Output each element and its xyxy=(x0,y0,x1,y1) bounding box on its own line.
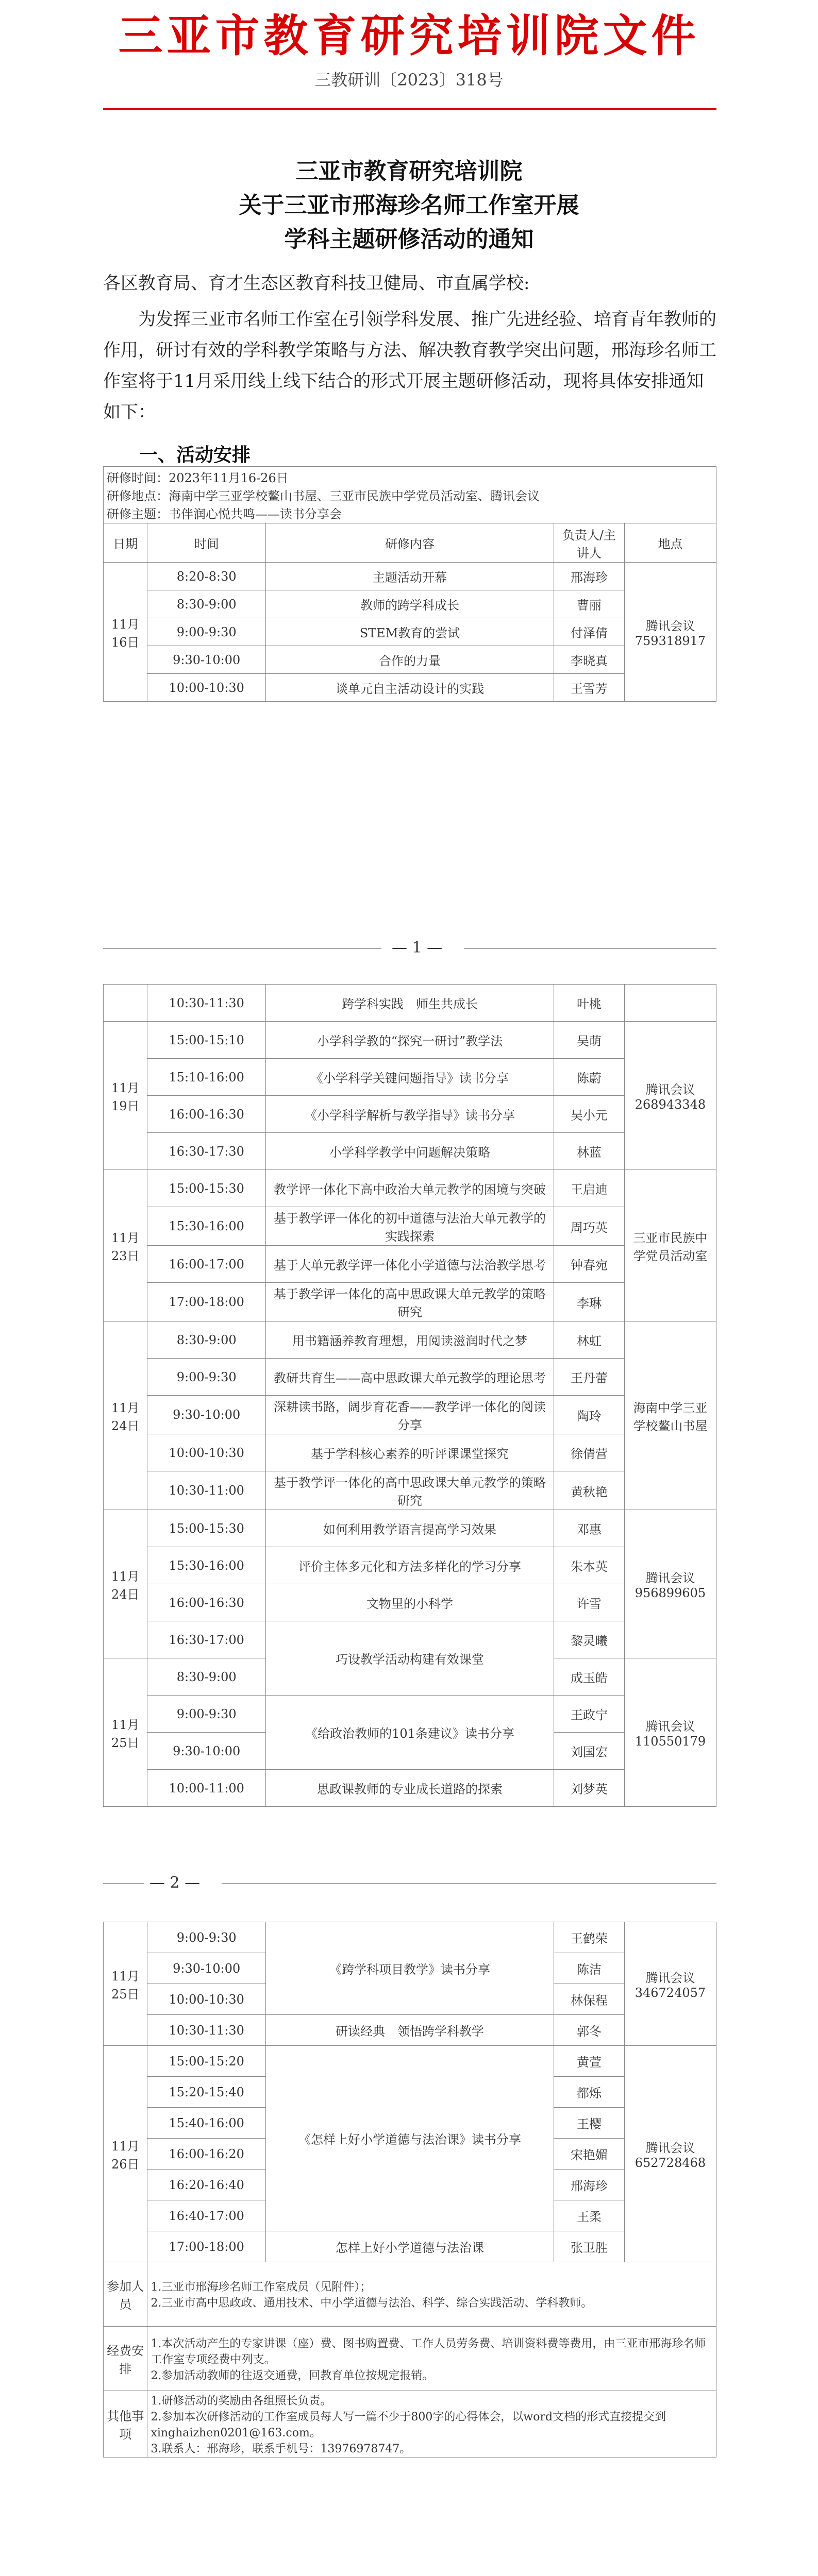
title-line-1: 三亚市教育研究培训院 xyxy=(295,158,523,184)
funding-label: 经费安排 xyxy=(104,2327,147,2391)
table-content-cell: 研读经典 领悟跨学科教学 xyxy=(266,2015,554,2046)
table-content-cell: 思政课教师的专业成长道路的探索 xyxy=(266,1770,554,1807)
table-time-cell: 17:00-18:00 xyxy=(147,1283,266,1321)
table-content-cell: 教师的跨学科成长 xyxy=(266,590,554,618)
table-row-funding xyxy=(104,2327,716,2391)
table-place-cell: 腾讯会议268943348 xyxy=(624,1022,716,1170)
table-time-cell: 16:30-17:30 xyxy=(147,1133,266,1170)
table-time-cell: 8:30-9:00 xyxy=(147,1658,266,1696)
table-row xyxy=(104,2046,716,2077)
table-time-cell: 9:00-9:30 xyxy=(147,618,266,646)
table-place-cell: 腾讯会议110550179 xyxy=(624,1658,716,1807)
table-time-cell: 15:00-15:30 xyxy=(147,1510,266,1547)
table-person-cell: 陶玲 xyxy=(554,1396,624,1434)
table-time-cell: 10:30-11:30 xyxy=(147,985,266,1022)
table-row xyxy=(104,1547,716,1584)
table-time-cell: 16:40-17:00 xyxy=(147,2200,266,2231)
table-person-cell: 陈洁 xyxy=(554,1953,624,1984)
meta-theme: 研修主题：书伴润心悦共鸣——读书分享会 xyxy=(107,507,342,521)
table-content-cell: 教研共育生——高中思政课大单元教学的理论思考 xyxy=(266,1359,554,1396)
title-line-3: 学科主题研修活动的通知 xyxy=(284,226,534,252)
page-separator xyxy=(103,1883,144,1884)
table-time-cell: 10:30-11:00 xyxy=(147,1471,266,1510)
table-row xyxy=(104,2015,716,2046)
table-content-cell: 《小学科学关键问题指导》读书分享 xyxy=(266,1059,554,1096)
table-row xyxy=(104,1584,716,1621)
table-time-cell: 15:20-15:40 xyxy=(147,2077,266,2108)
schedule-table-3 xyxy=(103,1922,716,2458)
table-content-cell: 基于教学评一体化的初中道德与法治大单元教学的实践探索 xyxy=(266,1207,554,1246)
page-separator xyxy=(464,948,716,949)
table-time-cell: 10:00-10:30 xyxy=(147,1434,266,1471)
table-person-cell: 邢海珍 xyxy=(554,563,624,590)
header-place: 地点 xyxy=(624,523,716,563)
table-person-cell: 林蓝 xyxy=(554,1133,624,1170)
table-time-cell: 16:00-17:00 xyxy=(147,1246,266,1283)
table-content-cell: 如何利用教学语言提高学习效果 xyxy=(266,1510,554,1547)
table-place-cell: 三亚市民族中学党员活动室 xyxy=(624,1170,716,1321)
table-place-cell xyxy=(624,985,716,1022)
table-person-cell: 付泽倩 xyxy=(554,618,624,646)
table-time-cell: 9:30-10:00 xyxy=(147,1733,266,1770)
table-content-cell: 基于教学评一体化的高中思政课大单元教学的策略研究 xyxy=(266,1471,554,1510)
table-time-cell: 16:20-16:40 xyxy=(147,2170,266,2200)
table-content-cell: 怎样上好小学道德与法治课 xyxy=(266,2231,554,2262)
table-row xyxy=(104,1059,716,1096)
table-person-cell: 李琳 xyxy=(554,1283,624,1321)
page-number-1: — 1 — xyxy=(392,939,443,957)
table-content-cell: 文物里的小科学 xyxy=(266,1584,554,1621)
notice-title xyxy=(0,155,818,257)
table-content-cell: STEM教育的尝试 xyxy=(266,618,554,646)
meta-place: 研修地点：海南中学三亚学校鳌山书屋、三亚市民族中学党员活动室、腾讯会议 xyxy=(107,489,540,503)
table-time-cell: 9:00-9:30 xyxy=(147,1359,266,1396)
table-time-cell: 10:00-10:30 xyxy=(147,674,266,702)
table-person-cell: 林保程 xyxy=(554,1984,624,2015)
table-person-cell: 徐倩营 xyxy=(554,1434,624,1471)
table-time-cell: 15:30-16:00 xyxy=(147,1547,266,1584)
table-person-cell: 都烁 xyxy=(554,2077,624,2108)
table-row xyxy=(104,1922,716,1953)
table-person-cell: 黄秋艳 xyxy=(554,1471,624,1510)
table-person-cell: 王樱 xyxy=(554,2108,624,2139)
table-content-cell: 《跨学科项目教学》读书分享 xyxy=(266,1922,554,2015)
table-time-cell: 15:40-16:00 xyxy=(147,2108,266,2139)
salutation: 各区教育局、育才生态区教育科技卫健局、市直属学校: xyxy=(103,273,530,294)
intro-body: 为发挥三亚市名师工作室在引领学科发展、推广先进经验、培育青年教师的作用，研讨有效的学科教学策略与方法、解决教育教学突出问题，邢海珍名师工作室将于11月采用线上线下结合的形式开展主题研修活动，现将具体安排通知如下： xyxy=(103,309,716,422)
table-person-cell: 王政宁 xyxy=(554,1696,624,1733)
table-row xyxy=(104,2231,716,2262)
table-date-cell: 11月25日 xyxy=(104,1658,147,1807)
table-person-cell: 曹丽 xyxy=(554,590,624,618)
table-date-cell: 11月25日 xyxy=(104,1922,147,2046)
table-date-cell: 11月19日 xyxy=(104,1022,147,1170)
table-time-cell: 15:10-16:00 xyxy=(147,1059,266,1096)
table-person-cell: 吴萌 xyxy=(554,1022,624,1059)
table-person-cell: 郭冬 xyxy=(554,2015,624,2046)
title-line-2: 关于三亚市邢海珍名师工作室开展 xyxy=(239,192,579,218)
table-person-cell: 周巧英 xyxy=(554,1207,624,1246)
table-row-other xyxy=(104,2391,716,2458)
table-person-cell: 张卫胜 xyxy=(554,2231,624,2262)
table-time-cell: 16:00-16:20 xyxy=(147,2139,266,2170)
other-label: 其他事项 xyxy=(104,2391,147,2458)
table-row xyxy=(104,1471,716,1510)
table-content-cell: 《小学科学解析与教学指导》读书分享 xyxy=(266,1096,554,1133)
table-time-cell: 10:00-11:00 xyxy=(147,1770,266,1807)
participants-text: 1.三亚市邢海珍名师工作室成员（见附件）； 2.三亚市高中思政政、通用技术、中小学道德与法治、科学、综合实践活动、学科教师。 xyxy=(147,2262,716,2327)
table-person-cell: 王柔 xyxy=(554,2200,624,2231)
schedule-table-1 xyxy=(103,466,716,702)
table-content-cell: 基于学科核心素养的听评课课堂探究 xyxy=(266,1434,554,1471)
table-date-cell: 11月24日 xyxy=(104,1321,147,1510)
other-text: 1.研修活动的奖励由各组照长负责。 2.参加本次研修活动的工作室成员每人写一篇不少于800字的心得体会，以word文档的形式直接提交到 xinghaizhen0201@163.com。 3.联系人：邢海珍，联系手机号：13976978747。 xyxy=(147,2391,716,2458)
table-row xyxy=(104,1621,716,1658)
table-time-cell: 16:00-16:30 xyxy=(147,1584,266,1621)
page-separator xyxy=(222,1883,716,1884)
table-row xyxy=(104,1434,716,1471)
table-date-cell: 11月26日 xyxy=(104,2046,147,2262)
table-content-cell: 小学科学教的“探究一研讨”教学法 xyxy=(266,1022,554,1059)
table-content-cell: 基于教学评一体化的高中思政课大单元教学的策略研究 xyxy=(266,1283,554,1321)
table-person-cell: 刘国宏 xyxy=(554,1733,624,1770)
table-row xyxy=(104,1770,716,1807)
table-person-cell: 李晓真 xyxy=(554,646,624,674)
table-time-cell: 9:30-10:00 xyxy=(147,646,266,674)
table-person-cell: 王启迪 xyxy=(554,1170,624,1207)
table-row xyxy=(104,1696,716,1733)
table-meta-cell xyxy=(104,467,716,523)
table-time-cell: 8:30-9:00 xyxy=(147,590,266,618)
table-time-cell: 15:00-15:10 xyxy=(147,1022,266,1059)
table-person-cell: 陈蔚 xyxy=(554,1059,624,1096)
header-content: 研修内容 xyxy=(266,523,554,563)
table-content-cell: 《给政治教师的101条建议》读书分享 xyxy=(266,1696,554,1770)
table-person-cell: 黎灵曦 xyxy=(554,1621,624,1658)
table-time-cell: 16:00-16:30 xyxy=(147,1096,266,1133)
table-time-cell: 8:20-8:30 xyxy=(147,563,266,590)
table-person-cell: 王鹤荣 xyxy=(554,1922,624,1953)
page-separator xyxy=(103,948,381,949)
table-time-cell: 9:00-9:30 xyxy=(147,1696,266,1733)
table-row-participants xyxy=(104,2262,716,2327)
table-row xyxy=(104,1133,716,1170)
section-activity-arrangement: 一、活动安排 xyxy=(139,444,251,466)
table-person-cell: 叶桃 xyxy=(554,985,624,1022)
table-content-cell: 《怎样上好小学道德与法治课》读书分享 xyxy=(266,2046,554,2231)
table-person-cell: 林虹 xyxy=(554,1321,624,1359)
header-red-line xyxy=(103,108,716,110)
table-date-cell: 11月16日 xyxy=(104,563,147,702)
table-content-cell: 评价主体多元化和方法多样化的学习分享 xyxy=(266,1547,554,1584)
table-place-cell: 腾讯会议652728468 xyxy=(624,2046,716,2262)
table-person-cell: 许雪 xyxy=(554,1584,624,1621)
table-row xyxy=(104,1510,716,1547)
funding-text: 1.本次活动产生的专家讲课（座）费、图书购置费、工作人员劳务费、培训资料费等费用，由三亚市邢海珍名师工作室专项经费中列支。 2.参加活动教师的往返交通费，回教育单位按规定报销。 xyxy=(147,2327,716,2391)
table-person-cell: 邢海珍 xyxy=(554,2170,624,2200)
header-date: 日期 xyxy=(104,523,147,563)
table-date-cell: 11月23日 xyxy=(104,1170,147,1321)
table-row xyxy=(104,1359,716,1396)
table-date-cell: 11月24日 xyxy=(104,1510,147,1658)
table-content-cell: 主题活动开幕 xyxy=(266,563,554,590)
table-time-cell: 8:30-9:00 xyxy=(147,1321,266,1359)
table-content-cell: 用书籍涵养教育理想，用阅读滋润时代之梦 xyxy=(266,1321,554,1359)
header-person: 负责人/主讲人 xyxy=(554,523,624,563)
table-row xyxy=(104,1396,716,1434)
table-time-cell: 10:30-11:30 xyxy=(147,2015,266,2046)
table-place-cell: 腾讯会议346724057 xyxy=(624,1922,716,2046)
table-time-cell: 9:00-9:30 xyxy=(147,1922,266,1953)
table-content-cell: 基于大单元教学评一体化小学道德与法治教学思考 xyxy=(266,1246,554,1283)
table-row xyxy=(104,1246,716,1283)
table-row xyxy=(104,1022,716,1059)
page-number-2: — 2 — xyxy=(149,1874,201,1892)
table-place-cell: 腾讯会议759318917 xyxy=(624,563,716,702)
table-row xyxy=(104,1321,716,1359)
table-content-cell: 谈单元自主活动设计的实践 xyxy=(266,674,554,702)
table-time-cell: 17:00-18:00 xyxy=(147,2231,266,2262)
meta-time: 研修时间：2023年11月16-26日 xyxy=(107,471,289,485)
table-content-cell: 小学科学教学中问题解决策略 xyxy=(266,1133,554,1170)
table-person-cell: 刘梦英 xyxy=(554,1770,624,1807)
table-time-cell: 15:30-16:00 xyxy=(147,1207,266,1246)
table-content-cell: 教学评一体化下高中政治大单元教学的困境与突破 xyxy=(266,1170,554,1207)
participants-label: 参加人员 xyxy=(104,2262,147,2327)
table-time-cell: 9:30-10:00 xyxy=(147,1396,266,1434)
table-person-cell: 钟春宛 xyxy=(554,1246,624,1283)
table-person-cell: 王雪芳 xyxy=(554,674,624,702)
document-number: 三教研训〔2023〕318号 xyxy=(314,70,504,90)
table-date-cell xyxy=(104,985,147,1022)
document-org-title: 三亚市教育研究培训院文件 xyxy=(118,10,700,62)
table-row xyxy=(104,1170,716,1207)
table-row xyxy=(104,985,716,1022)
table-row xyxy=(104,1096,716,1133)
table-row xyxy=(104,1207,716,1246)
table-place-cell: 海南中学三亚学校鳌山书屋 xyxy=(624,1321,716,1510)
table-content-cell: 跨学科实践 师生共成长 xyxy=(266,985,554,1022)
table-person-cell: 王丹蕾 xyxy=(554,1359,624,1396)
schedule-table-2 xyxy=(103,984,716,1807)
table-person-cell: 吴小元 xyxy=(554,1096,624,1133)
table-person-cell: 成玉皓 xyxy=(554,1658,624,1696)
table-row xyxy=(104,1283,716,1321)
table-person-cell: 黄萱 xyxy=(554,2046,624,2077)
table-person-cell: 朱本英 xyxy=(554,1547,624,1584)
table-content-cell: 合作的力量 xyxy=(266,646,554,674)
table-time-cell: 15:00-15:20 xyxy=(147,2046,266,2077)
table-person-cell: 宋艳媚 xyxy=(554,2139,624,2170)
table-time-cell: 15:00-15:30 xyxy=(147,1170,266,1207)
table-place-cell: 腾讯会议956899605 xyxy=(624,1510,716,1658)
table-content-cell: 巧设教学活动构建有效课堂 xyxy=(266,1621,554,1696)
table-content-cell: 深耕读书路，阔步育花香——教学评一体化的阅读分享 xyxy=(266,1396,554,1434)
table-person-cell: 邓惠 xyxy=(554,1510,624,1547)
table-time-cell: 9:30-10:00 xyxy=(147,1953,266,1984)
table-time-cell: 16:30-17:00 xyxy=(147,1621,266,1658)
table-time-cell: 10:00-10:30 xyxy=(147,1984,266,2015)
header-time: 时间 xyxy=(147,523,266,563)
